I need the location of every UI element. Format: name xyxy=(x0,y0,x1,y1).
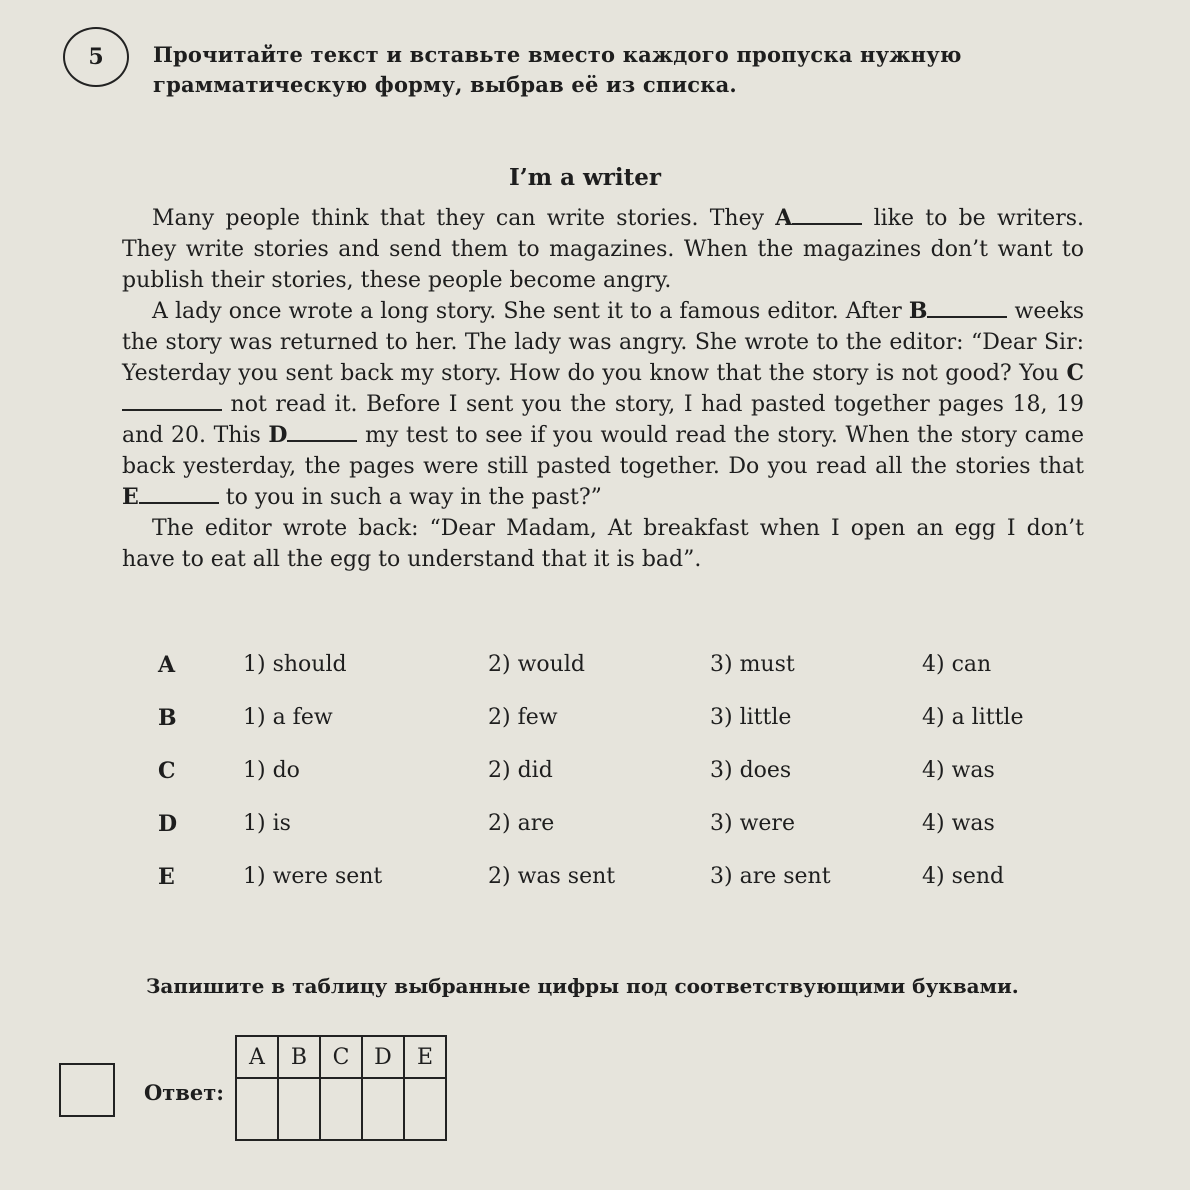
gap-label-e: E xyxy=(122,484,139,510)
option-letter: D xyxy=(158,811,178,837)
option-4: 4) was xyxy=(922,811,995,836)
answer-header-a: A xyxy=(236,1036,278,1078)
gap-b-blank xyxy=(927,296,1007,318)
task-number: 5 xyxy=(88,44,104,70)
option-2: 2) are xyxy=(488,811,555,836)
option-row-d xyxy=(158,811,1058,864)
story-paragraph-2: A lady once wrote a long story. She sent it to a famous editor. After B weeks the story was returned to her. The lady was angry. She wrote to the editor: “Dear Sir: Yesterday you sent back my story. How do you know that the story is not good? You C not read it. Before I sent you the story, I had pasted together pages 18, 19 and 20. This D my test to see if you would read the story. When the story came back yesterday, the pages were still pasted together. Do you read all the stories that E to you in such a way in the past?” xyxy=(122,298,1084,510)
answer-cell-a[interactable] xyxy=(236,1078,278,1140)
option-4: 4) was xyxy=(922,758,995,783)
gap-label-c: C xyxy=(1066,360,1084,386)
gap-c-blank xyxy=(122,389,222,411)
option-row-c xyxy=(158,758,1058,811)
answer-label: Ответ: xyxy=(144,1080,225,1105)
option-letter: B xyxy=(158,705,177,731)
answer-checkbox[interactable] xyxy=(59,1063,115,1117)
option-1: 1) should xyxy=(243,652,347,677)
option-3: 3) are sent xyxy=(710,864,831,889)
option-3: 3) must xyxy=(710,652,795,677)
option-1: 1) a few xyxy=(243,705,333,730)
gap-label-d: D xyxy=(268,422,288,448)
answer-table-header-row xyxy=(236,1036,446,1078)
answer-cell-c[interactable] xyxy=(320,1078,362,1140)
answer-table xyxy=(235,1035,447,1141)
answer-header-b: B xyxy=(278,1036,320,1078)
option-row-b xyxy=(158,705,1058,758)
option-1: 1) were sent xyxy=(243,864,383,889)
task-number-badge xyxy=(63,27,129,87)
option-2: 2) few xyxy=(488,705,558,730)
option-3: 3) were xyxy=(710,811,795,836)
gap-d-blank xyxy=(287,420,357,442)
option-letter: E xyxy=(158,864,175,890)
option-letter: C xyxy=(158,758,176,784)
story-paragraph-3: The editor wrote back: “Dear Madam, At breakfast when I open an egg I don’t have to eat all the egg to understand that it is bad”. xyxy=(122,516,1084,572)
answer-cell-b[interactable] xyxy=(278,1078,320,1140)
option-4: 4) a little xyxy=(922,705,1024,730)
option-3: 3) does xyxy=(710,758,792,783)
answer-cell-e[interactable] xyxy=(404,1078,446,1140)
options-list xyxy=(158,652,1058,917)
option-1: 1) do xyxy=(243,758,300,783)
option-row-e xyxy=(158,864,1058,917)
option-2: 2) did xyxy=(488,758,553,783)
option-1: 1) is xyxy=(243,811,291,836)
option-2: 2) was sent xyxy=(488,864,616,889)
gap-label-b: B xyxy=(908,298,928,324)
answer-cell-d[interactable] xyxy=(362,1078,404,1140)
option-4: 4) can xyxy=(922,652,992,677)
gap-a-blank xyxy=(792,203,862,225)
answer-header-d: D xyxy=(362,1036,404,1078)
answer-instruction: Запишите в таблицу выбранные цифры под соответствующими буквами. xyxy=(146,974,1019,998)
answer-table-input-row xyxy=(236,1078,446,1140)
option-row-a xyxy=(158,652,1058,705)
answer-header-e: E xyxy=(404,1036,446,1078)
story-text xyxy=(122,203,1084,575)
task-instruction: Прочитайте текст и вставьте вместо каждого пропуска нужную грамматическую форму, выбрав её из списка. xyxy=(153,42,962,97)
text-title: I’m a writer xyxy=(508,164,662,191)
answer-header-c: C xyxy=(320,1036,362,1078)
option-2: 2) would xyxy=(488,652,585,677)
gap-label-a: A xyxy=(775,205,793,231)
option-3: 3) little xyxy=(710,705,792,730)
story-paragraph-1: Many people think that they can write stories. They A like to be writers. They write stories and send them to magazines. When the magazines don’t want to publish their stories, these people become angry. xyxy=(122,205,1084,293)
option-4: 4) send xyxy=(922,864,1005,889)
option-letter: A xyxy=(158,652,176,678)
gap-e-blank xyxy=(139,482,219,504)
